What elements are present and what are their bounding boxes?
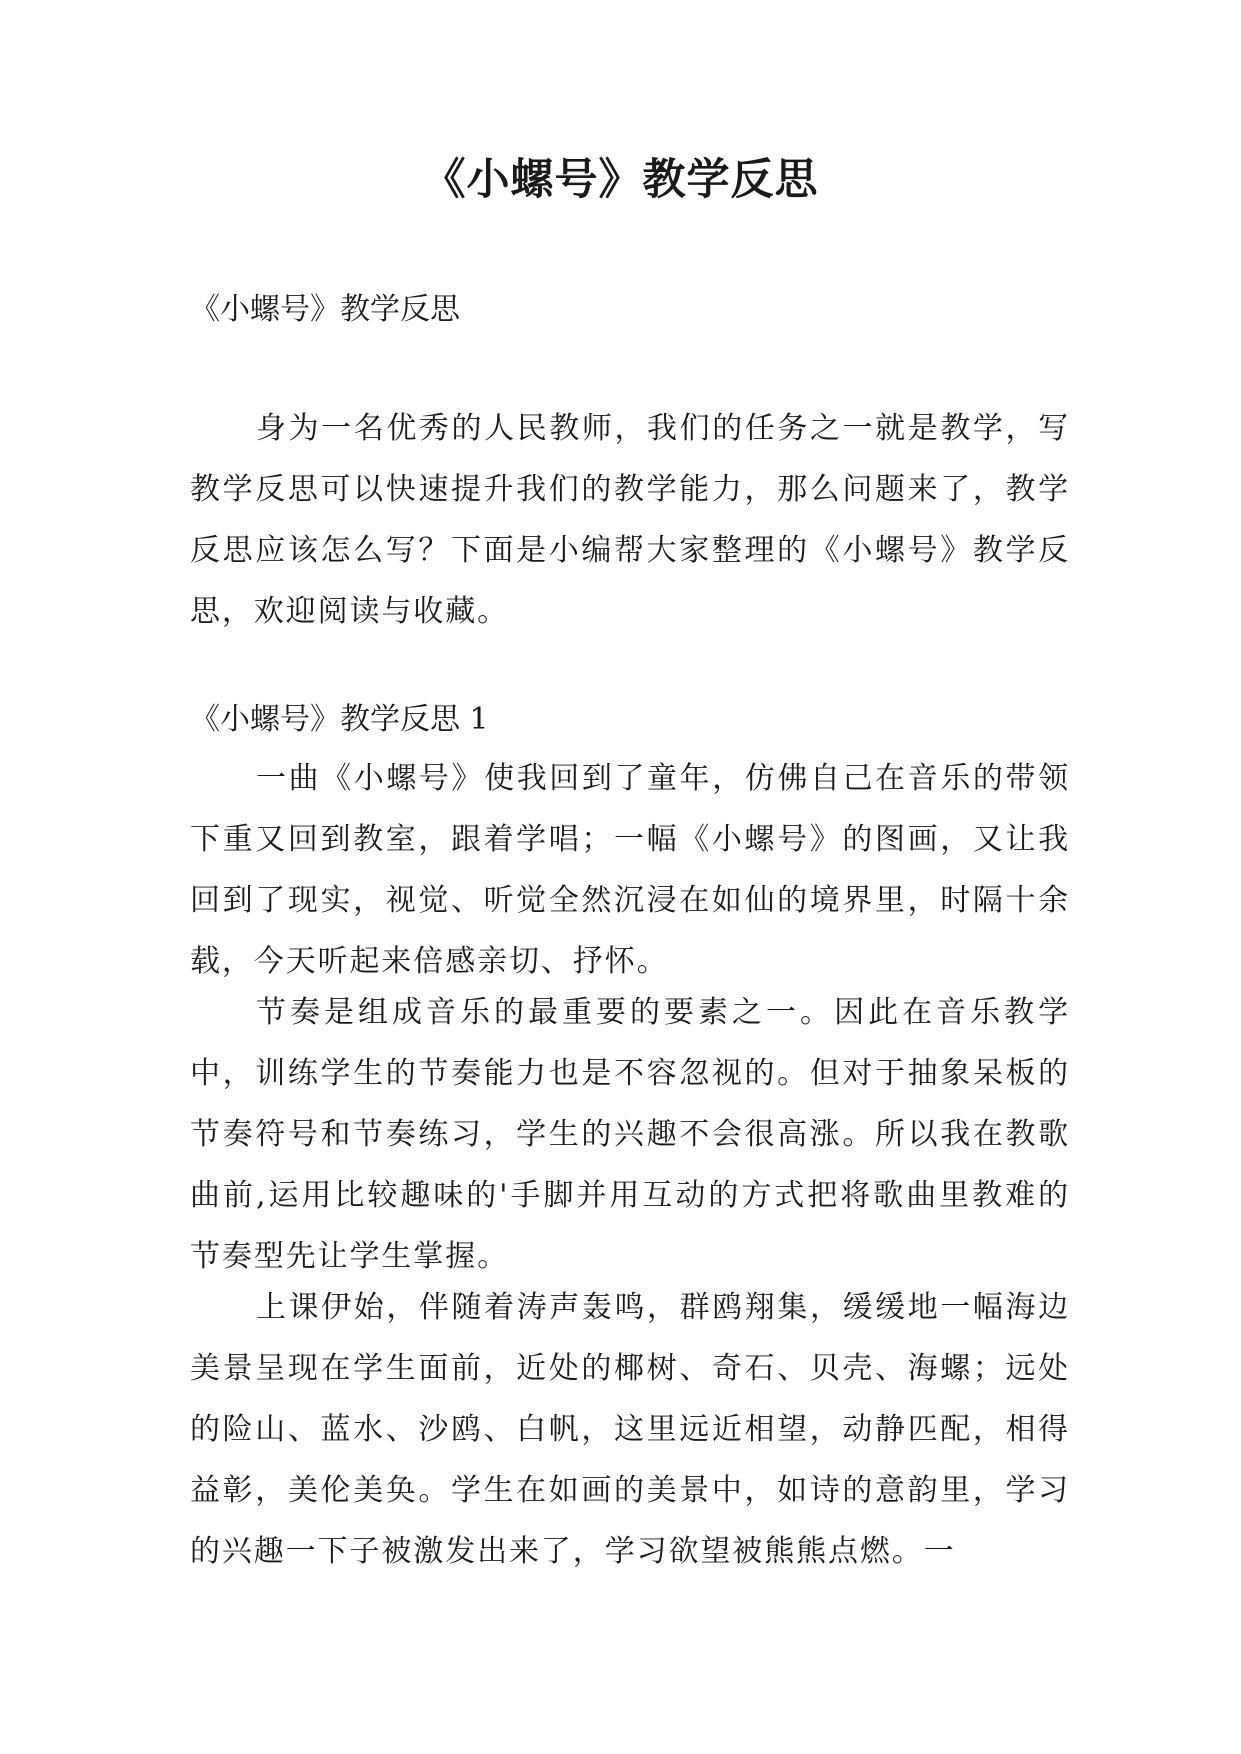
document-subtitle: 《小螺号》教学反思 — [190, 292, 460, 327]
body-paragraph: 上课伊始，伴随着涛声轰鸣，群鸥翔集，缓缓地一幅海边美景呈现在学生面前，近处的椰树、奇石、贝壳、海螺；远处的险山、蓝水、沙鸥、白帆，这里远近相望，动静匹配，相得益彰，美伦美奂。学生在如画的美景中，如诗的意韵里，学习的兴趣一下子被激发出来了，学习欲望被熊熊点燃。一 — [190, 1290, 1070, 1569]
document-title: 《小螺号》教学反思 — [422, 155, 819, 205]
intro-paragraph: 身为一名优秀的人民教师，我们的任务之一就是教学，写教学反思可以快速提升我们的教学能力，那么问题来了，教学反思应该怎么写？下面是小编帮大家整理的《小螺号》教学反思，欢迎阅读与收藏。 — [190, 411, 1070, 629]
body-paragraph: 节奏是组成音乐的最重要的要素之一。因此在音乐教学中，训练学生的节奏能力也是不容忽视的。但对于抽象呆板的节奏符号和节奏练习，学生的兴趣不会很高涨。所以我在教歌曲前,运用比较趣味的'手脚并用互动的方式把将歌曲里教难的节奏型先让学生掌握。 — [190, 995, 1070, 1274]
section-heading: 《小螺号》教学反思 1 — [190, 702, 489, 737]
body-paragraph: 一曲《小螺号》使我回到了童年，仿佛自己在音乐的带领下重又回到教室，跟着学唱；一幅《小螺号》的图画，又让我回到了现实，视觉、听觉全然沉浸在如仙的境界里，时隔十余载，今天听起来倍感亲切、抒怀。 — [190, 761, 1070, 979]
